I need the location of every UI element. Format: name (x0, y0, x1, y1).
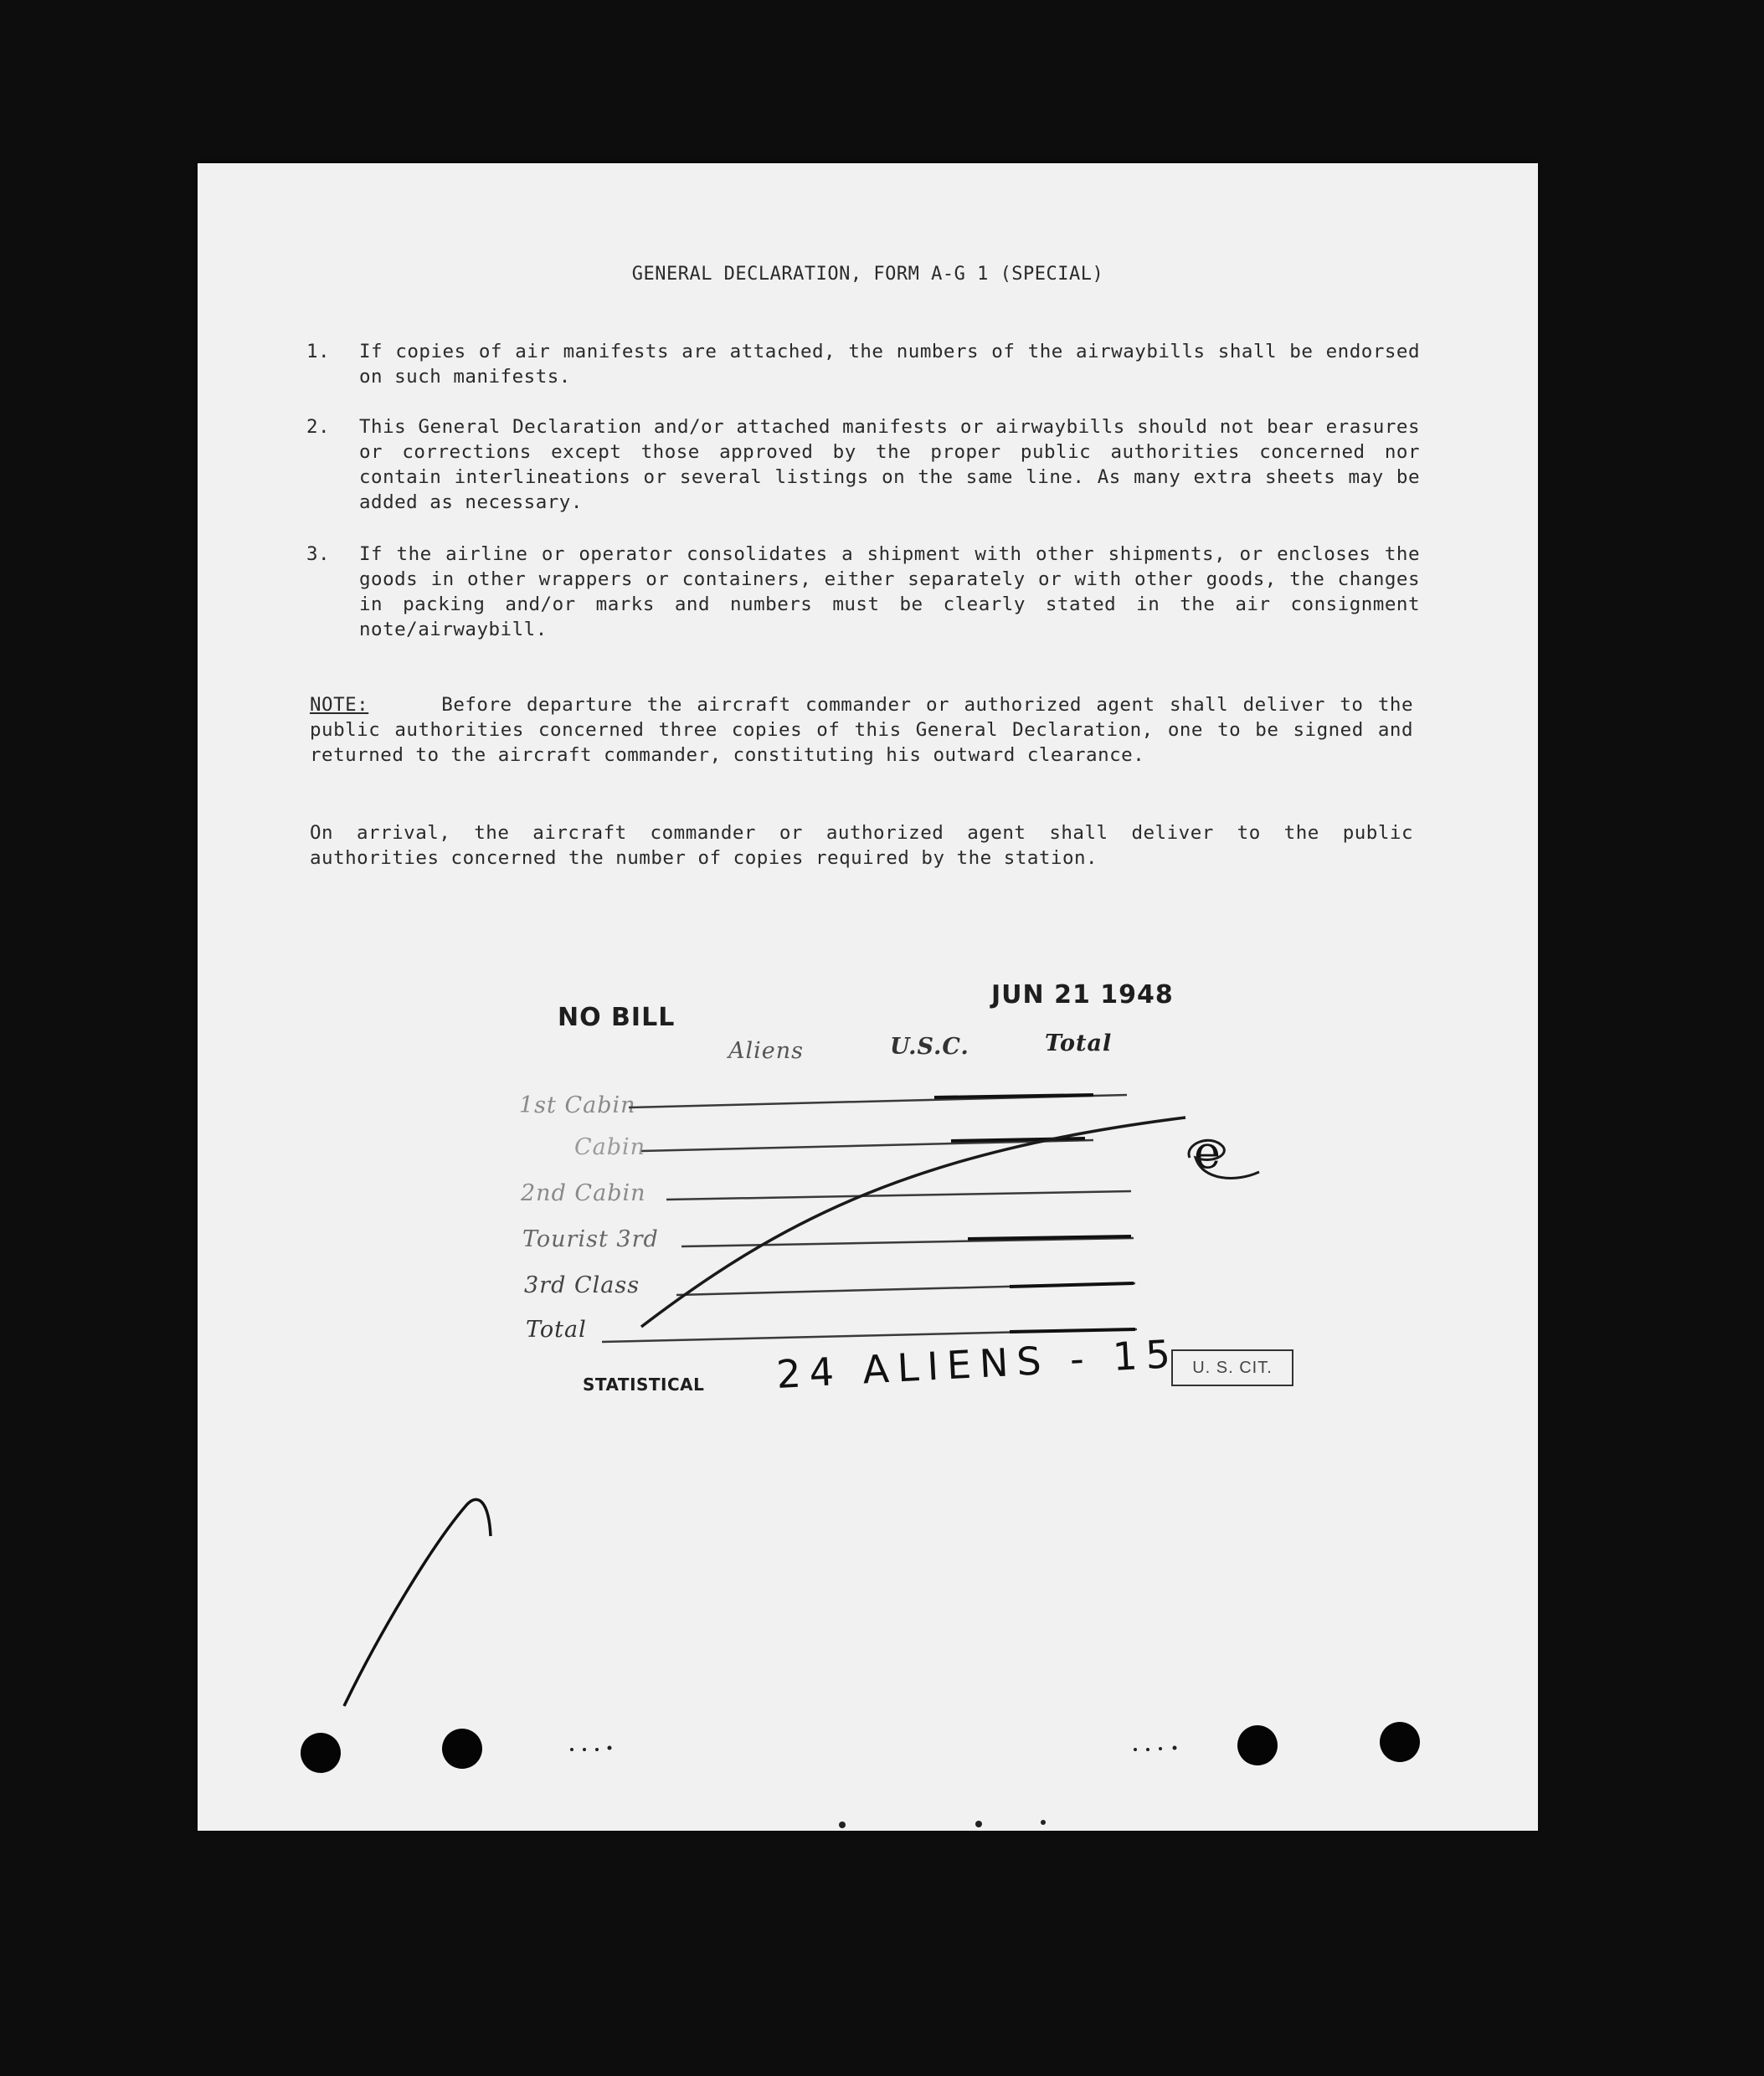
row-label-3rd-class: 3rd Class (524, 1272, 640, 1298)
us-citizen-stamp: U. S. CIT. (1171, 1349, 1293, 1386)
note-text: Before departure the aircraft commander or authorized agent shall deliver to the public authorities concerned three copies of this General Declaration, one to be signed and returned to the aircraft commander, constituting his outward clearance. (310, 694, 1413, 766)
row-label-1st-cabin: 1st Cabin (519, 1092, 636, 1118)
note-label: NOTE: (310, 694, 369, 716)
punch-hole-left-2 (442, 1729, 482, 1769)
item-text: If the airline or operator consolidates a shipment with other shipments, or encloses the goods in other wrappers or containers, either separately or with other goods, the changes in packing and/or marks and numbers must be clearly stated in the air consignment note/airwaybill. (359, 543, 1420, 640)
row-label-2nd-cabin: 2nd Cabin (521, 1180, 646, 1206)
form-title: GENERAL DECLARATION, FORM A-G 1 (SPECIAL) (631, 264, 1104, 285)
handwritten-swirl (1189, 1140, 1259, 1178)
stray-pen-mark (344, 1499, 491, 1706)
usc-column-header: U.S.C. (890, 1034, 969, 1060)
pen-and-stamp-lines (198, 163, 1538, 1831)
item-number: 1. (306, 341, 331, 362)
no-bill-stamp: NO BILL (558, 1003, 676, 1032)
item-text: If copies of air manifests are attached, the numbers of the airwaybills shall be endorsed on such manifests. (359, 341, 1420, 388)
item-number: 3. (306, 543, 331, 565)
aliens-column-header: Aliens (728, 1038, 804, 1064)
arrival-paragraph: On arrival, the aircraft commander or authorized agent shall deliver to the public authorities concerned the number of copies required by the station. (310, 822, 1413, 869)
handwritten-alien-count: 24 ALIENS - 15 (775, 1330, 1180, 1397)
table-rule-lines (602, 1095, 1137, 1342)
document-page (198, 163, 1538, 1831)
row-label-cabin: Cabin (574, 1134, 646, 1160)
punch-hole-right-1 (1237, 1725, 1278, 1765)
scan-specks (570, 1746, 1177, 1829)
row-label-total: Total (526, 1317, 587, 1343)
row-label-tourist-3rd: Tourist 3rd (522, 1226, 659, 1252)
total-column-header: Total (1045, 1030, 1113, 1056)
statistical-stamp: STATISTICAL (583, 1375, 705, 1395)
circled-handwritten-mark: e (1194, 1126, 1221, 1179)
item-text: This General Declaration and/or attached manifests or airwaybills should not bear erasures or corrections except those approved by the proper public authorities concerned nor contain interlineations or several listings on the same line. As many extra sheets may be added as necessary. (359, 416, 1420, 513)
punch-hole-left-1 (301, 1733, 341, 1773)
date-stamp: JUN 21 1948 (991, 980, 1174, 1010)
item-number: 2. (306, 416, 331, 438)
punch-hole-right-2 (1380, 1722, 1420, 1762)
